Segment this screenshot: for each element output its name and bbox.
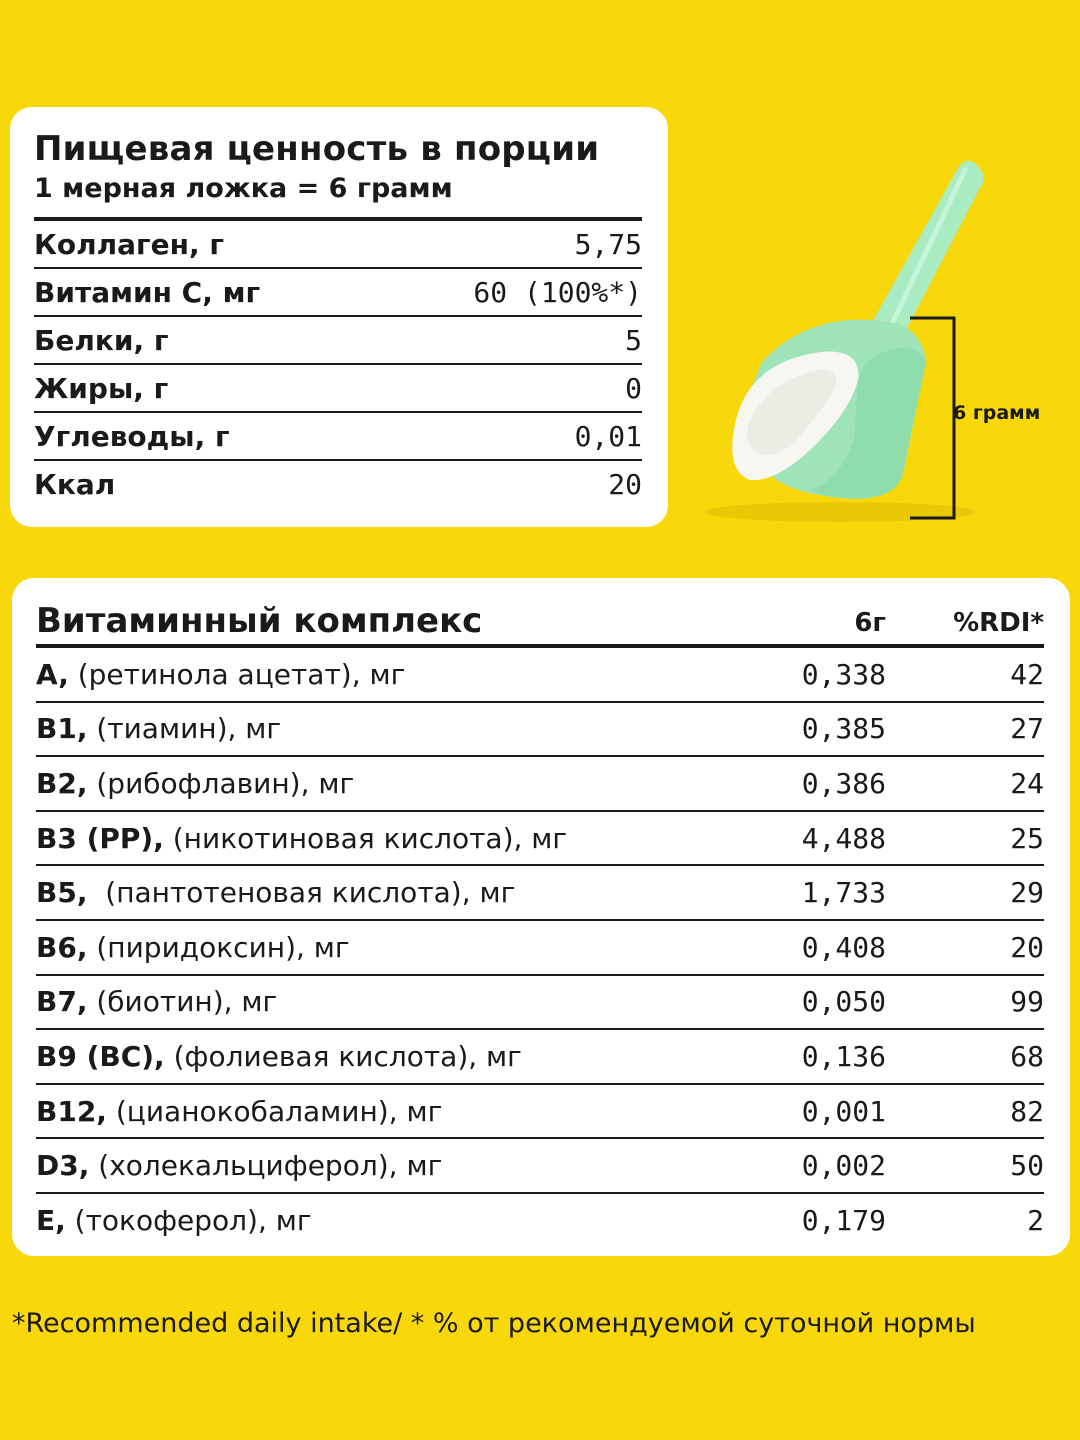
nutrition-row: Коллаген, г 5,75: [34, 221, 642, 269]
serving-size: 1 мерная ложка = 6 грамм: [34, 173, 453, 204]
nutrition-row: Ккал 20: [34, 467, 642, 501]
table-row: E, (токоферол), мг 0,179 2: [36, 1203, 1044, 1237]
table-row: B5, (пантотеновая кислота), мг 1,733 29: [36, 866, 1044, 921]
vitamin-header: [36, 588, 1044, 648]
table-row: A, (ретинола ацетат), мг 0,338 42: [36, 648, 1044, 703]
nutrition-table: [34, 217, 642, 507]
nutrition-row: Жиры, г 0: [34, 365, 642, 413]
table-row: B7, (биотин), мг 0,050 99: [36, 976, 1044, 1031]
nutrition-title: Пищевая ценность в порции: [34, 129, 600, 169]
nutrition-row: Белки, г 5: [34, 317, 642, 365]
table-row: B1, (тиамин), мг 0,385 27: [36, 703, 1044, 758]
nutrition-card: [10, 107, 668, 527]
scoop-weight-label: 6 грамм: [953, 402, 1041, 424]
vitamin-title: Витаминный комплекс: [36, 601, 483, 641]
col-rdi-header: %RDI*: [953, 608, 1044, 638]
scoop-icon: [690, 150, 1070, 550]
table-row: D3, (холекальциферол), мг 0,002 50: [36, 1139, 1044, 1194]
table-row: B9 (BC), (фолиевая кислота), мг 0,136 68: [36, 1030, 1044, 1085]
table-row: B3 (PP), (никотиновая кислота), мг 4,488 25: [36, 812, 1044, 867]
vitamin-card: [12, 578, 1070, 1256]
table-row: B2, (рибофлавин), мг 0,386 24: [36, 757, 1044, 812]
table-row: B12, (цианокобаламин), мг 0,001 82: [36, 1085, 1044, 1140]
nutrition-row: Витамин С, мг 60 (100%*): [34, 269, 642, 317]
scoop-illustration: [690, 150, 1070, 550]
table-row: B6, (пиридоксин), мг 0,408 20: [36, 921, 1044, 976]
vitamin-table: [36, 648, 1044, 1247]
measure-bracket: [908, 314, 968, 534]
nutrition-row: Углеводы, г 0,01: [34, 413, 642, 461]
footnote: *Recommended daily intake/ * % от рекомендуемой суточной нормы: [12, 1308, 976, 1339]
col-amount-header: 6г: [854, 608, 886, 638]
